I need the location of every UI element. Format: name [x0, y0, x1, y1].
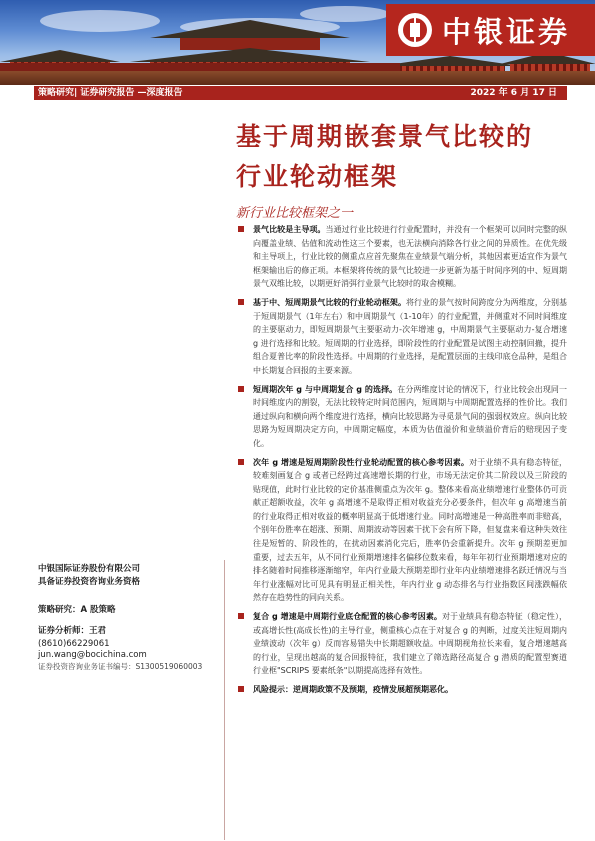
paragraph-lead: 复合 g 增速是中周期行业底仓配置的核心参考因素。 [253, 612, 442, 622]
square-bullet-icon [238, 686, 244, 692]
summary-paragraph [237, 610, 567, 678]
report-title-line1: 基于周期嵌套景气比较的 [236, 122, 534, 151]
cloud-shape [40, 10, 160, 32]
company-name: 中银国际证券股份有限公司 [38, 564, 141, 574]
report-summary [237, 223, 567, 702]
paragraph-lead: 短周期次年 g 与中周期复合 g 的选择。 [253, 384, 398, 394]
paragraph-text: 在分两维度讨论的情况下，行业比较会出现同一时间维度内的割裂，无法比较特定时间范围内，短周期与中周期配置选择的性价比。我们通过纵向和横向两个维度进行选择，横向比较思路为寻觅景气间的强弱权效应。纵向比较思路为短周期决定方向，中周期定幅度，本质为估值溢价和业绩溢价背后的赔现因子变化。 [253, 384, 568, 448]
side-roof-shape [0, 50, 120, 62]
report-category: 策略研究| 证券研究报告 —深度报告 [38, 88, 183, 98]
side-roof-shape [380, 56, 520, 66]
paragraph-text: 当通过行业比较进行行业配置时，并没有一个框架可以同时完整的纵向覆盖业绩、估值和流动性这三个要素，也无法横向消除各行业之间的异质性。在优先级和主导项上，行业比较的侧重点应首先聚焦在业绩景气端分析，其他因素更适宜作为景气框架输出后的修正项。本框架将传统的景气比较进一步更新为基于时间序列的中、短周期景气双维比较，以期更好消弭行业景气比较时的取舍模糊。 [253, 225, 568, 289]
report-header-bar [34, 86, 567, 100]
company-qualification: 具备证券投资咨询业务资格 [38, 577, 141, 587]
report-date: 2022 年 6 月 17 日 [470, 88, 557, 98]
square-bullet-icon [238, 459, 244, 465]
paragraph-text: 逆周期政策不及预期，疫情发展超预期恶化。 [293, 685, 453, 694]
analyst-phone: (8610)66229061 [38, 639, 110, 649]
sidebar-divider [224, 560, 225, 840]
header-banner-image [0, 0, 595, 85]
square-bullet-icon [238, 299, 244, 305]
summary-paragraph [237, 383, 567, 451]
square-bullet-icon [238, 226, 244, 232]
analyst-name: 证券分析师：王君 [38, 626, 107, 636]
ground-shape [0, 71, 595, 85]
strategy-section: 策略研究：A 股策略 [38, 605, 116, 615]
risk-warning [237, 683, 567, 697]
brand-name: 中银证券 [442, 14, 571, 49]
paragraph-lead: 基于中、短周期景气比较的行业轮动框架。 [253, 297, 406, 307]
paragraph-text: 对于业绩具有稳态特征（稳定性），或高增长性(高成长性)的主导行业，侧重核心点在于对复合 g 的判断，过度关注短周期内业绩波动（次年 g）反而容易错失中长期超额收益。中周期视角拉长来看，复合增速越高的行业，呈现出越高的复合回报特征，我们建立了筛选路径高复合 g 潜质的配置型赛道行业框"SCRIPS 要素纸条"以期提高选择有效性。 [253, 612, 568, 676]
company-info [38, 563, 218, 589]
summary-paragraph [237, 296, 567, 378]
summary-paragraph [237, 223, 567, 291]
analyst-info [38, 626, 218, 672]
square-bullet-icon [238, 613, 244, 619]
analyst-certificate: 证券投资咨询业务证书编号：S1300519060003 [38, 662, 203, 671]
paragraph-lead: 景气比较是主导项。 [253, 225, 326, 234]
summary-paragraph [237, 456, 567, 606]
paragraph-lead: 次年 g 增速是短周期阶段性行业轮动配置的核心参考因素。 [253, 457, 470, 467]
report-subtitle: 新行业比较框架之一 [236, 206, 354, 221]
report-title-line2: 行业轮动框架 [236, 162, 399, 191]
brand-logo [386, 4, 595, 56]
paragraph-text: 将行业的景气按时间跨度分为两维度，分别基于短周期景气（1年左右）和中周期景气（1-10年）的行业配置，并侧重对不同时间维度的主要驱动力，即短周期景气主要驱动力-次年增速 g，中周期景气主要驱动力-复合增速 g 进行选择和比较。短周期的行业选择，即阶段性的行业配置是试图主动控制回撤，提升组合夏普比率的阶段性选择。中周期的行业选择，是配置层面的主线印底仓品种，是组合中长期复合回报的主要来源。 [253, 297, 567, 375]
palace-roof-shape [150, 20, 350, 38]
palace-roof-shape [130, 48, 370, 62]
square-bullet-icon [238, 386, 244, 392]
paragraph-lead: 风险提示： [253, 685, 293, 694]
bank-of-china-logo-icon [398, 13, 432, 47]
analyst-email[interactable]: jun.wang@bocichina.com [38, 650, 147, 660]
paragraph-text: 对于业绩不具有稳态特征，较难刻画复合 g 或者已经跨过高速增长期的行业，市场无法定价其二阶段以及三阶段的贴现值，此时行业比较的定价基准侧重点为次年 g。整体来看高业绩增速行业整体仍可贡献正超额收益，次年 g 高增速不是取得正相对收益充分必要条件，但次年 g 高增速当前的行业取得正相对收益的概率明显高于低增速行业。同时高增速是一种高胜率而非赔高，个别年份胜率在超涨、预期、周期波动等因素干扰下会有所下降，但复盘来看这种失效往往是短暂的、阶段性的，在扰动因素消化完后，胜率仍会重新提升。次年 g 预期差更加重要，过去五年，从不同行业预期增速排名偏移位数来看，每年年初行业预期增速对应的排名随着时间推移逐渐缩窄，年内行业最大预期差即行业年内业绩增速排名跃迁情况与当年行业涨幅对比可见具有明显正相关性，年内行业 g 动态排名与行业指数区间涨跌幅依然存在趋势性的同向关系。 [253, 457, 568, 603]
